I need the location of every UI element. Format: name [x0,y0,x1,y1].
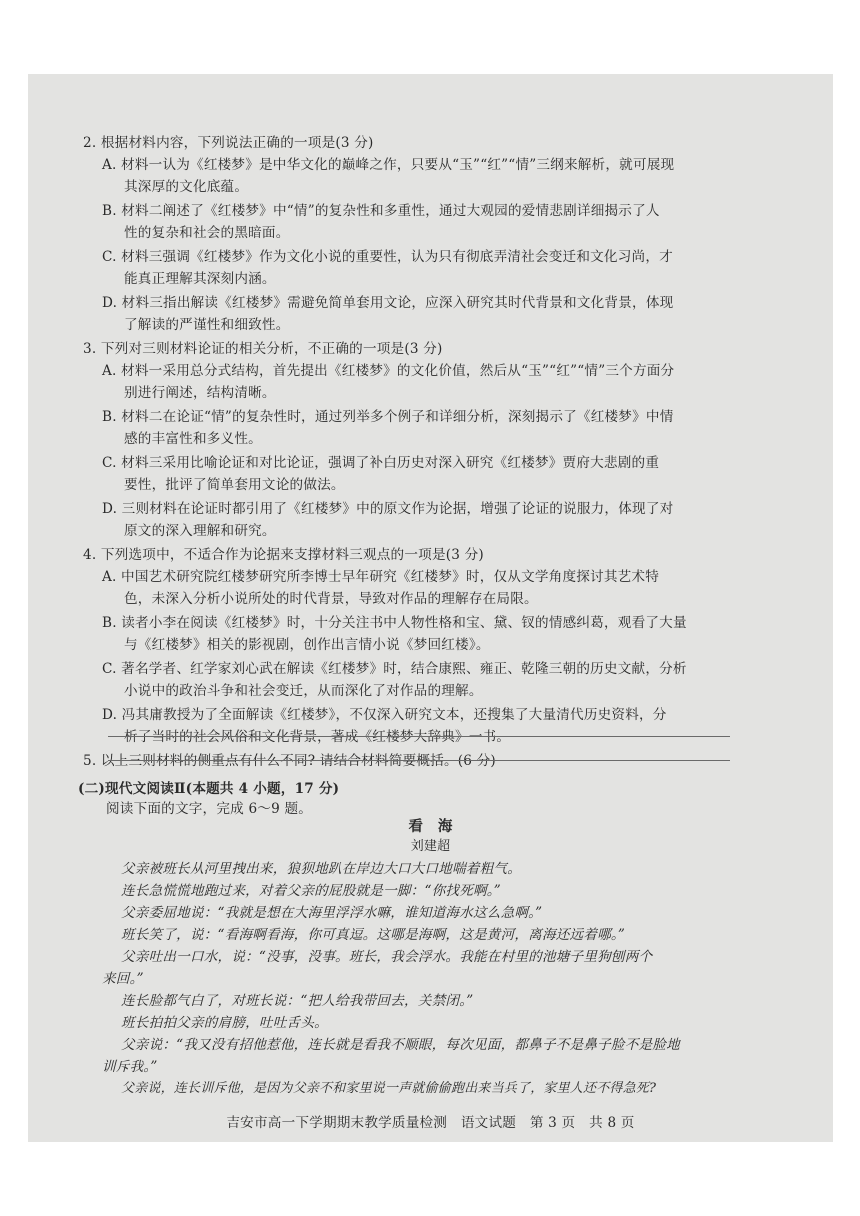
passage-paragraph: 父亲说：“我又没有招他惹他，连长就是看我不顺眼，每次见面，都鼻子不是鼻子脸不是脸地 [121,1037,680,1053]
passage-paragraph: 班长笑了，说：“看海啊看海，你可真逗。这哪是海啊，这是黄河，离海还远着哪。” [121,927,626,943]
question-3-stem: 3. 下列对三则材料论证的相关分析，不正确的一项是(3 分) [83,341,443,357]
passage-paragraph: 连长脸都气白了，对班长说：“把人给我带回去，关禁闭。” [121,993,474,1009]
question-3-option-d: D. 三则材料在论证时都引用了《红楼梦》中的原文作为论据，增强了论证的说服力，体现了对 [102,501,674,517]
question-3-option-d-cont: 原文的深入理解和研究。 [124,523,276,539]
passage-paragraph: 连长急慌慌地跑过来，对着父亲的屁股就是一脚：“你找死啊。” [121,883,501,899]
question-4-stem: 4. 下列选项中，不适合作为论据来支撑材料三观点的一项是(3 分) [83,547,484,563]
question-4-option-a-cont: 色，未深入分析小说所处的时代背景，导致对作品的理解存在局限。 [124,591,538,607]
question-4-option-b: B. 读者小李在阅读《红楼梦》时，十分关注书中人物性格和宝、黛、钗的情感纠葛，观看了大量 [102,615,687,631]
passage-paragraph: 父亲被班长从河里拽出来，狼狈地趴在岸边大口大口地喘着粗气。 [121,861,522,877]
question-2-option-d: D. 材料三指出解读《红楼梦》需避免简单套用文论，应深入研究其时代背景和文化背景，体现 [102,295,674,311]
passage-paragraph: 父亲吐出一口水，说：“没事，没事。班长，我会浮水。我能在村里的池塘子里狗刨两个 [121,949,653,965]
passage-title: 看 海 [408,818,453,835]
page-footer: 吉安市高一下学期期末教学质量检测 语文试题 第 3 页 共 8 页 [226,1115,635,1131]
question-2-option-a-cont: 其深厚的文化底蕴。 [124,179,249,195]
passage-paragraph-cont: 来回。” [102,971,144,987]
question-5-stem: 5. 以上三则材料的侧重点有什么不同? 请结合材料简要概括。(6 分) [83,753,496,769]
question-2-stem: 2. 根据材料内容，下列说法正确的一项是(3 分) [83,135,374,151]
passage-paragraph: 父亲委屈地说：“我就是想在大海里浮浮水嘛，谁知道海水这么急啊。” [121,905,543,921]
question-4-option-c: C. 著名学者、红学家刘心武在解读《红楼梦》时，结合康熙、雍正、乾隆三朝的历史文献，分析 [102,661,687,677]
section-instruction: 阅读下面的文字，完成 6～9 题。 [106,801,313,817]
passage-author: 刘建超 [410,839,451,854]
answer-line-1 [108,736,730,737]
section-heading: (二)现代文阅读Ⅱ(本题共 4 小题，17 分) [78,781,340,797]
answer-line-2 [108,760,730,761]
passage-paragraph: 班长拍拍父亲的肩膀，吐吐舌头。 [121,1015,328,1031]
question-3-option-b-cont: 感的丰富性和多义性。 [124,431,262,447]
question-2-option-b: B. 材料二阐述了《红楼梦》中“情”的复杂性和多重性，通过大观园的爱情悲剧详细揭示了人 [102,203,660,219]
page-content [28,74,833,1142]
question-2-option-a: A. 材料一认为《红楼梦》是中华文化的巅峰之作，只要从“玉”“红”“情”三纲来解析，就可展现 [102,157,675,173]
question-3-option-c-cont: 要性，批评了简单套用文论的做法。 [124,477,345,493]
question-4-option-b-cont: 与《红楼梦》相关的影视剧，创作出言情小说《梦回红楼》。 [124,637,490,653]
passage-paragraph-cont: 训斥我。” [102,1059,158,1075]
question-4-option-d: D. 冯其庸教授为了全面解读《红楼梦》，不仅深入研究文本，还搜集了大量清代历史资料，分 [102,707,667,723]
exam-page [28,74,833,1142]
question-2-option-b-cont: 性的复杂和社会的黑暗面。 [124,225,290,241]
question-3-option-b: B. 材料二在论证“情”的复杂性时，通过列举多个例子和详细分析，深刻揭示了《红楼梦》中情 [102,409,674,425]
question-4-option-a: A. 中国艺术研究院红楼梦研究所李博士早年研究《红楼梦》时，仅从文学角度探讨其艺术特 [102,569,660,585]
question-2-option-c: C. 材料三强调《红楼梦》作为文化小说的重要性，认为只有彻底弄清社会变迁和文化习尚，才 [102,249,673,265]
question-4-option-d-cont: 析了当时的社会风俗和文化背景，著成《红楼梦大辞典》一书。 [124,729,511,745]
question-2-option-d-cont: 了解读的严谨性和细致性。 [124,317,290,333]
question-3-option-c: C. 材料三采用比喻论证和对比论证，强调了补白历史对深入研究《红楼梦》贾府大悲剧的重 [102,455,660,471]
question-3-option-a: A. 材料一采用总分式结构，首先提出《红楼梦》的文化价值，然后从“玉”“红”“情”三个方面分 [102,363,675,379]
question-2-option-c-cont: 能真正理解其深刻内涵。 [124,271,276,287]
question-4-option-c-cont: 小说中的政治斗争和社会变迁，从而深化了对作品的理解。 [124,683,483,699]
passage-paragraph: 父亲说，连长训斥他，是因为父亲不和家里说一声就偷偷跑出来当兵了，家里人还不得急死? [121,1081,657,1096]
question-3-option-a-cont: 别进行阐述，结构清晰。 [124,385,276,401]
